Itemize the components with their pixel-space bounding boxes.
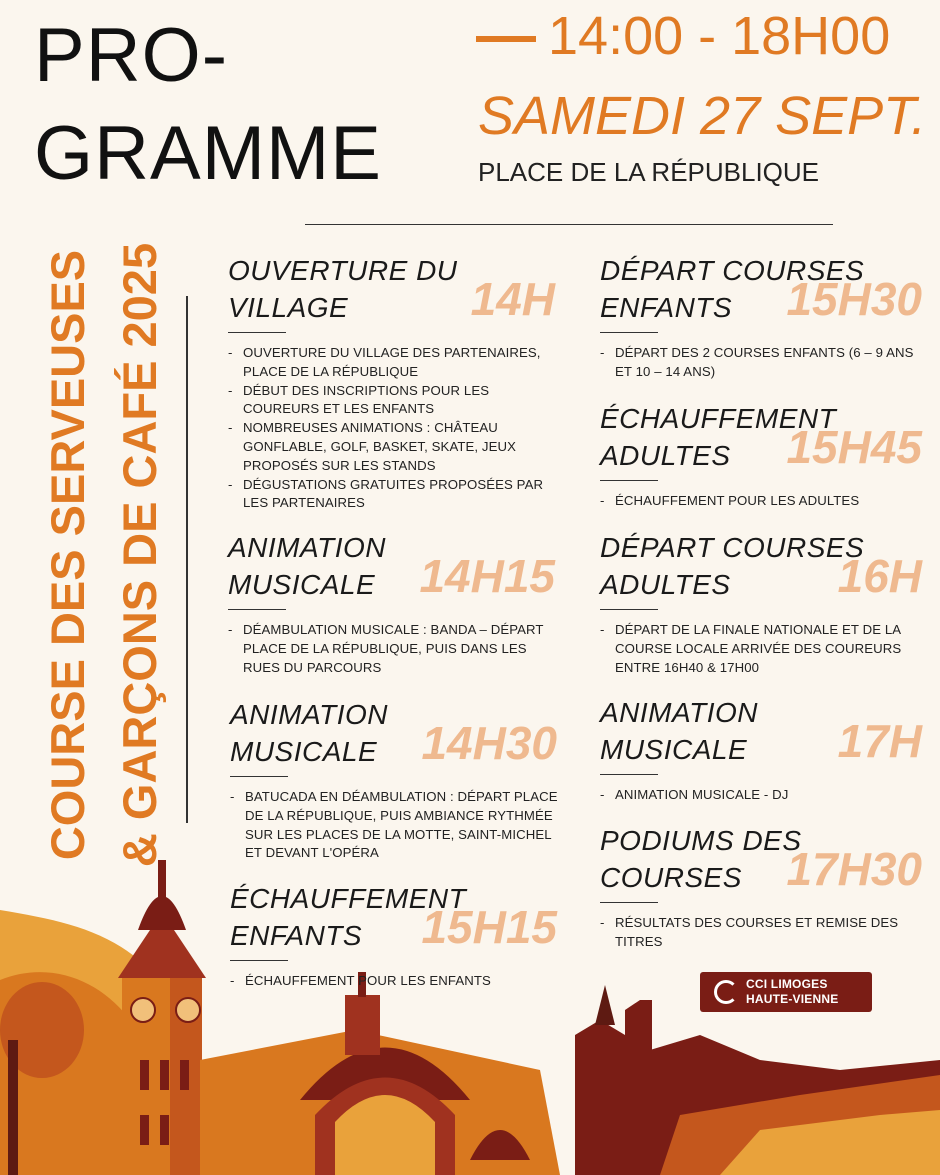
event-time: 17H (837, 715, 922, 767)
event-divider (600, 902, 658, 903)
event-time: 15H30 (786, 273, 922, 325)
building-roof-shape (595, 985, 615, 1025)
tree-trunk-shape (8, 1040, 18, 1175)
event-title (228, 252, 468, 326)
event-title-line: ANIMATION (600, 697, 758, 728)
cci-logo-icon (714, 980, 738, 1004)
event-title-line: DÉPART COURSES (600, 532, 865, 563)
window-shape (180, 1060, 189, 1090)
event-title-line: VILLAGE (228, 292, 349, 323)
event-hours: 14:00 - 18H00 (548, 6, 891, 66)
list-item: - NOMBREUSES ANIMATIONS : CHÂTEAU GONFLABLE, GOLF, BASKET, SKATE, JEUX PROPOSÉS SUR LES STANDS (228, 419, 563, 475)
event-place: PLACE DE LA RÉPUBLIQUE (478, 157, 820, 187)
event-title-line: DÉPART COURSES (600, 255, 865, 286)
event-title-line: PODIUMS DES (600, 825, 802, 856)
event-time: 17H30 (786, 843, 922, 895)
event-time: 16H (837, 550, 922, 602)
event-divider (600, 774, 658, 775)
event-divider (600, 480, 658, 481)
event-title-line: MUSICALE (600, 734, 748, 765)
event-title-line: ENFANTS (230, 920, 363, 951)
event-details (230, 788, 565, 863)
event-divider (228, 609, 286, 610)
cci-logo-line1: CCI LIMOGES (746, 977, 828, 991)
list-item: - DÉAMBULATION MUSICALE : BANDA – DÉPART PLACE DE LA RÉPUBLIQUE, PUIS DANS LES RUES DU PARCOURS (228, 621, 563, 677)
event-details (228, 344, 563, 513)
event-title-line: MUSICALE (228, 569, 376, 600)
list-item: - ÉCHAUFFEMENT POUR LES ENFANTS (230, 972, 565, 991)
event-title-line: OUVERTURE DU (228, 255, 458, 286)
chimney-shape (640, 1000, 652, 1055)
event-divider (230, 960, 288, 961)
event-date: SAMEDI 27 SEPT. (478, 86, 927, 146)
event-details (600, 492, 925, 511)
event-title-line: ADULTES (600, 440, 731, 471)
event-divider (228, 332, 286, 333)
header-divider (305, 224, 833, 225)
event-title-line: ANIMATION (230, 699, 388, 730)
event-details (600, 344, 925, 382)
list-item: - DÉGUSTATIONS GRATUITES PROPOSÉES PAR LES PARTENAIRES (228, 476, 563, 514)
side-title-line2: & GARÇONS DE CAFÉ 2025 (113, 242, 166, 868)
list-item: - RÉSULTATS DES COURSES ET REMISE DES TITRES (600, 914, 925, 952)
event-time: 15H45 (786, 421, 922, 473)
event-title-line: ENFANTS (600, 292, 733, 323)
list-item: - DÉPART DE LA FINALE NATIONALE ET DE LA COURSE LOCALE ARRIVÉE DES COUREURS ENTRE 16H40 & 17H00 (600, 621, 925, 677)
event-time: 14H (470, 273, 555, 325)
list-item: - DÉPART DES 2 COURSES ENFANTS (6 – 9 ANS ET 10 – 14 ANS) (600, 344, 925, 382)
programme-title-line1: PRO- (34, 13, 228, 98)
event-details (228, 621, 563, 677)
list-item: - ANIMATION MUSICALE - DJ (600, 786, 925, 805)
window-shape (160, 1115, 169, 1145)
event-time: 15H15 (421, 901, 557, 953)
event-title (600, 529, 865, 603)
event-title-line: ADULTES (600, 569, 731, 600)
cci-logo (700, 972, 872, 1012)
window-shape (140, 1115, 149, 1145)
vertical-divider (186, 296, 188, 823)
tower-dome-shape (138, 896, 186, 930)
list-item: - ÉCHAUFFEMENT POUR LES ADULTES (600, 492, 925, 511)
event-title-line: ANIMATION (228, 532, 386, 563)
event-divider (600, 609, 658, 610)
list-item: - OUVERTURE DU VILLAGE DES PARTENAIRES, PLACE DE LA RÉPUBLIQUE (228, 344, 563, 382)
event-details (600, 914, 925, 952)
event-details (230, 972, 565, 991)
event-title-line: MUSICALE (230, 736, 378, 767)
event-title-line: COURSES (600, 862, 742, 893)
event-title-line: ÉCHAUFFEMENT (230, 883, 467, 914)
window-shape (160, 1060, 169, 1090)
event-divider (230, 776, 288, 777)
event-title-line: ÉCHAUFFEMENT (600, 403, 837, 434)
event-details (600, 786, 925, 805)
event-divider (600, 332, 658, 333)
event-time: 14H30 (421, 717, 557, 769)
clock-icon (131, 998, 155, 1022)
list-item: - DÉBUT DES INSCRIPTIONS POUR LES COUREURS ET LES ENFANTS (228, 382, 563, 420)
clock-icon (176, 998, 200, 1022)
programme-title-line2: GRAMME (34, 111, 382, 196)
list-item: - BATUCADA EN DÉAMBULATION : DÉPART PLACE DE LA RÉPUBLIQUE, PUIS AMBIANCE RYTHMÉE SUR LES PLACES DE LA MOTTE, SAINT-MICHEL ET DEVANT L'OPÉRA (230, 788, 565, 863)
window-shape (140, 1060, 149, 1090)
cci-logo-line2: HAUTE-VIENNE (746, 992, 839, 1006)
hours-dash-decoration (476, 36, 536, 42)
event-details (600, 621, 925, 677)
event-time: 14H15 (419, 550, 555, 602)
station-tower-shape (345, 995, 380, 1055)
event-title (600, 694, 840, 768)
side-title-line1: COURSE DES SERVEUSES (41, 249, 94, 861)
